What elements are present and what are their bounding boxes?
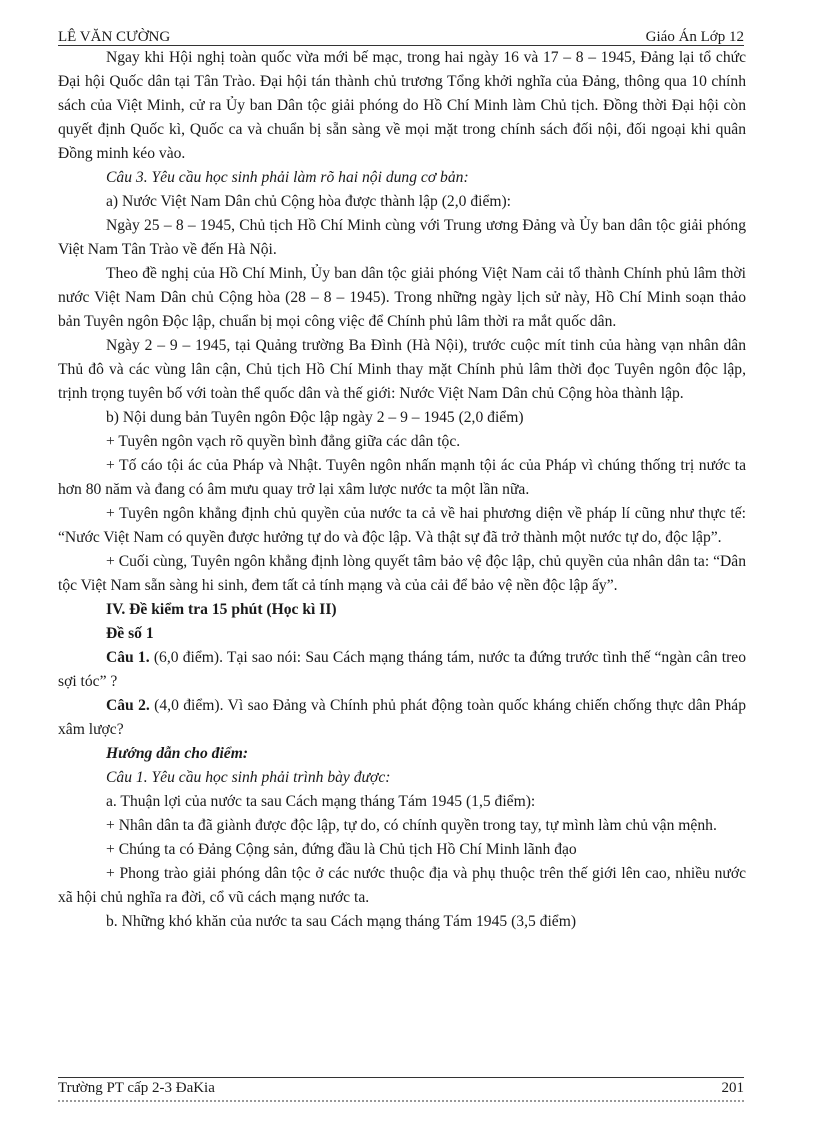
bullet-item: + Chúng ta có Đảng Cộng sản, đứng đầu là Chủ tịch Hồ Chí Minh lãnh đạo bbox=[106, 841, 577, 858]
question-label: Câu 2. bbox=[106, 697, 150, 714]
grading-heading: Hướng dẫn cho điểm: bbox=[106, 745, 249, 762]
question-text: (4,0 điểm). Vì sao Đảng và Chính phủ phát động toàn quốc kháng chiến chống thực dân Pháp xâm lược? bbox=[58, 697, 747, 738]
page-footer bbox=[58, 1080, 744, 1097]
answer-heading: Câu 3. Yêu cầu học sinh phải làm rõ hai nội dung cơ bản: bbox=[106, 169, 469, 186]
section-heading: IV. Đề kiểm tra 15 phút (Học kì II) bbox=[106, 601, 337, 618]
paragraph: b. Những khó khăn của nước ta sau Cách mạng tháng Tám 1945 (3,5 điểm) bbox=[106, 913, 577, 930]
paragraph: Ngay khi Hội nghị toàn quốc vừa mới bế mạc, trong hai ngày 16 và 17 – 8 – 1945, Đảng lại tổ chức Đại hội Quốc dân tại Tân Trào. Đại hội tán thành chủ trương Tổng khởi nghĩa của Đảng, thông qua 10 chính sách của Việt Minh, cử ra Ủy ban Dân tộc giải phóng do Hồ Chí Minh làm Chủ tịch. Đồng thời Đại hội còn quyết định Quốc kì, Quốc ca và chuẩn bị sẵn sàng về mọi mặt trong chính sách đối nội, đối ngoại khi quân Đồng minh kéo vào. bbox=[58, 49, 746, 162]
footer-school: Trường PT cấp 2-3 ĐaKia bbox=[58, 1080, 215, 1096]
question bbox=[58, 694, 746, 742]
page-number: 201 bbox=[721, 1080, 744, 1096]
header-author: LÊ VĂN CƯỜNG bbox=[58, 29, 171, 45]
paragraph: a) Nước Việt Nam Dân chủ Cộng hòa được thành lập (2,0 điểm): bbox=[106, 193, 512, 210]
paragraph: Ngày 2 – 9 – 1945, tại Quảng trường Ba Đình (Hà Nội), trước cuộc mít tinh của hàng vạn nhân dân Thủ đô và các vùng lân cận, Chủ tịch Hồ Chí Minh thay mặt Chính phủ lâm thời đọc Tuyên ngôn độc lập, trịnh trọng tuyên bố với toàn thể quốc dân và thế giới: Nước Việt Nam Dân chủ Cộng hòa thành lập. bbox=[58, 337, 746, 402]
page-edge-dots bbox=[58, 1100, 744, 1102]
bullet-item: + Cuối cùng, Tuyên ngôn khẳng định lòng quyết tâm bảo vệ độc lập, chủ quyền của nhân dân ta: “Dân tộc Việt Nam sẵn sàng hi sinh, đem tất cả tính mạng và của cải để bảo vệ nền độc lập ấy”. bbox=[58, 553, 746, 594]
question-label: Câu 1. bbox=[106, 649, 150, 666]
answer-heading: Câu 1. Yêu cầu học sinh phải trình bày được: bbox=[106, 769, 391, 786]
page-header bbox=[58, 24, 744, 46]
paragraph: b) Nội dung bản Tuyên ngôn Độc lập ngày 2 – 9 – 1945 (2,0 điểm) bbox=[106, 409, 524, 426]
bullet-item: + Tố cáo tội ác của Pháp và Nhật. Tuyên ngôn nhấn mạnh tội ác của Pháp vì chúng thống trị nước ta hơn 80 năm và đang có âm mưu quay trở lại xâm lược nước ta một lần nữa. bbox=[58, 457, 746, 498]
question-text: (6,0 điểm). Tại sao nói: Sau Cách mạng tháng tám, nước ta đứng trước tình thế “ngàn cân treo sợi tóc” ? bbox=[58, 649, 747, 690]
paragraph: Ngày 25 – 8 – 1945, Chủ tịch Hồ Chí Minh cùng với Trung ương Đảng và Ủy ban dân tộc giải phóng Việt Nam Tân Trào về đến Hà Nội. bbox=[58, 217, 746, 258]
bullet-item: + Phong trào giải phóng dân tộc ở các nước thuộc địa và phụ thuộc trên thế giới lên cao, nhiều nước xã hội chủ nghĩa ra đời, cổ vũ cách mạng nước ta. bbox=[58, 865, 746, 906]
header-subject: Giáo Án Lớp 12 bbox=[645, 29, 744, 45]
document-body bbox=[58, 46, 746, 934]
question bbox=[58, 646, 746, 694]
bullet-item: + Tuyên ngôn vạch rõ quyền bình đẳng giữa các dân tộc. bbox=[106, 433, 461, 450]
footer-rule bbox=[58, 1077, 744, 1078]
bullet-item: + Tuyên ngôn khẳng định chủ quyền của nước ta cả về hai phương diện về pháp lí cũng như thực tế: “Nước Việt Nam có quyền được hưởng tự do và độc lập. Và thật sự đã trở thành một nước tự do, độc lập”. bbox=[58, 505, 746, 546]
bullet-item: + Nhân dân ta đã giành được độc lập, tự do, có chính quyền trong tay, tự mình làm chủ vận mệnh. bbox=[106, 817, 717, 834]
paragraph: Theo đề nghị của Hồ Chí Minh, Ủy ban dân tộc giải phóng Việt Nam cải tổ thành Chính phủ lâm thời nước Việt Nam Dân chủ Cộng hòa (28 – 8 – 1945). Trong những ngày lịch sử này, Hồ Chí Minh soạn thảo bản Tuyên ngôn Độc lập, chuẩn bị mọi công việc để Chính phủ lâm thời ra mắt quốc dân. bbox=[58, 265, 746, 330]
exam-title: Đề số 1 bbox=[106, 625, 154, 642]
paragraph: a. Thuận lợi của nước ta sau Cách mạng tháng Tám 1945 (1,5 điểm): bbox=[106, 793, 536, 810]
